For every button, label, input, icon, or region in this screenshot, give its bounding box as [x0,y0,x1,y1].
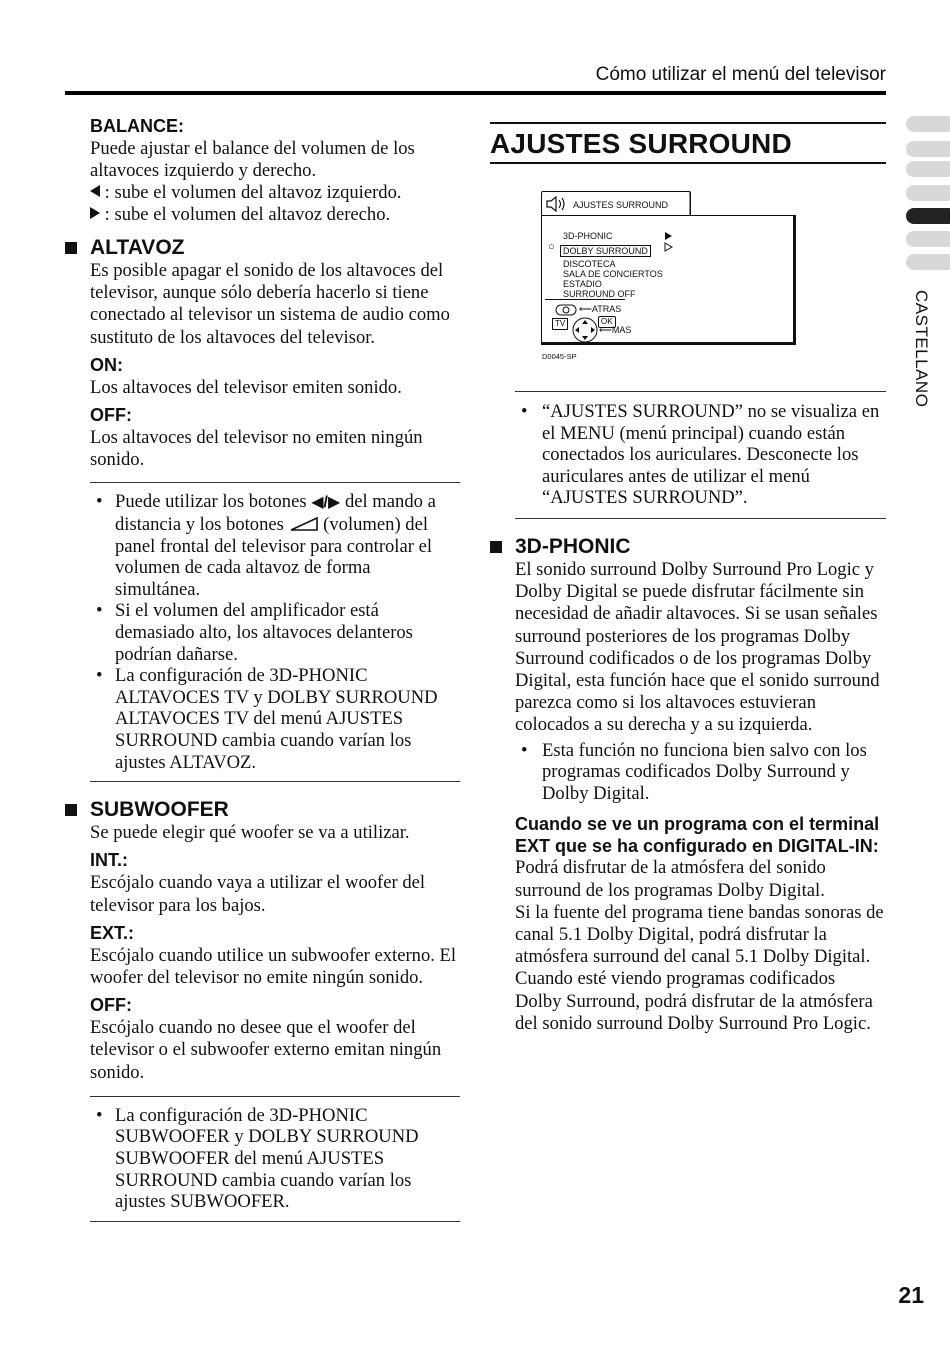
balance-right-line [90,204,460,226]
header-rule [65,91,886,95]
subwoofer-heading [65,798,460,822]
phonic-notes [515,740,886,805]
osd-item-discoteca: DISCOTECA [563,259,616,269]
balance-label: BALANCE: [90,116,184,136]
phonic-p2: Si la fuente del programa tiene bandas sonoras de canal 5.1 Dolby Digital, podrá disfrutar la atmósfera surround del canal 5.1 Dolby Digital. [515,901,884,968]
osd-more-label: MAS [611,325,632,335]
subwoofer-off-text: Escójalo cuando no desee que el woofer del televisor o el subwoofer externo emitan ningún sonido. [90,1017,442,1083]
language-label [898,290,942,410]
title-rule-bottom [490,162,886,164]
left-column [65,116,460,1222]
osd-tv-label: TV [552,318,568,330]
right-arrow-icon [90,207,100,219]
subwoofer-notes [65,1105,460,1213]
osd-item-dolby-surround: DOLBY SURROUND [560,245,651,257]
subwoofer-off-label: OFF: [90,995,132,1016]
osd-item-sala: SALA DE CONCIERTOS [563,269,663,279]
side-tab [906,161,950,177]
ext-label: EXT.: [90,922,135,943]
phonic-heading [490,535,886,559]
osd-ok-label: OK [598,316,616,328]
altavoz-off-text: Los altavoces del televisor no emiten ningún sonido. [90,427,423,471]
right-column [490,122,886,164]
altavoz-heading [65,236,460,260]
title-rule-top [490,122,886,124]
list-item: • Esta función no funciona bien salvo con los programas codificados Dolby Surround y Dolby Digital. [515,740,886,805]
subwoofer-text: Se puede elegir qué woofer se va a utilizar. [90,822,410,844]
osd-screen [541,191,786,361]
osd-item-estadio: ESTADIO [563,279,602,289]
note-rule [515,518,886,519]
int-label: INT.: [90,850,128,871]
osd-back-label: ATRAS [591,304,622,314]
right-lower [515,391,886,1035]
side-tab-active [906,208,950,224]
note-text: Puede utilizar los botones [115,491,312,513]
note-text: (volumen) del panel frontal del televisor para controlar el volumen de cada altavoz de forma simultánea. [115,514,432,600]
note-rule [90,1221,460,1222]
balance-left-text: : sube el volumen del altavoz izquierdo. [100,182,402,204]
osd-item-3d-phonic: 3D-PHONIC [563,231,613,241]
osd-menu-list [563,231,663,299]
note-rule [90,781,460,782]
note-rule [90,482,460,483]
side-tab [906,141,950,157]
ext-subhead: Cuando se ve un programa con el terminal EXT que se ha configurado en DIGITAL-IN: [515,814,880,857]
subwoofer-title: SUBWOOFER [90,798,229,822]
altavoz-text: Es posible apagar el sonido de los altavoces del televisor, aunque sólo debería hacerlo si tiene conectado al televisor un sistema de audio como sustituto de los altavoces del televisor. [90,260,450,348]
altavoz-off-label: OFF: [90,405,132,426]
running-header: Cómo utilizar el menú del televisor [595,64,886,85]
balance-left-line [90,182,460,204]
altavoz-notes [65,491,460,773]
altavoz-on-label: ON: [90,354,123,375]
figure-code: D0045-SP [542,352,577,361]
phonic-p1: Podrá disfrutar de la atmósfera del sonido surround de los programas Dolby Digital. [515,857,826,901]
list-item: • Si el volumen del amplificador está demasiado alto, los altavoces delanteros podrían dañarse. [90,600,460,665]
page-number: 21 [898,1282,924,1308]
osd-more-row: ⟵MAS [599,325,632,335]
side-tab [906,116,950,132]
list-item: • “AJUSTES SURROUND” no se visualiza en el MENU (menú principal) cuando están conectados los auriculares. Desconecte los auriculares antes de utilizar el menú “AJUSTES SURROUND”. [515,401,886,509]
square-bullet-icon [65,242,77,254]
int-text: Escójalo cuando vaya a utilizar el woofer del televisor para los bajos. [90,872,426,916]
list-item: • La configuración de 3D-PHONIC ALTAVOCES TV y DOLBY SURROUND ALTAVOCES TV del menú AJUSTES SURROUND cambia cuando varían los ajustes ALTAVOZ. [90,665,460,773]
ext-text: Escójalo cuando utilice un subwoofer externo. El woofer del televisor no emite ningún sonido. [90,944,457,988]
note-rule [515,391,886,392]
side-tab [906,254,950,270]
osd-tab [541,191,691,216]
osd-tab-slope [689,191,837,215]
note-text: del mando a distancia y los botones [115,491,436,536]
surround-notes [515,401,886,509]
osd-arrows-icon [663,231,675,253]
altavoz-on-text: Los altavoces del televisor emiten sonido. [90,376,402,398]
left-arrow-icon [90,185,100,197]
square-bullet-icon [65,804,77,816]
note-rule [90,1096,460,1097]
list-item [90,491,460,600]
altavoz-title: ALTAVOZ [90,236,185,259]
radio-indicator-icon: ○ [548,241,555,253]
side-tab [906,185,950,201]
speaker-icon [546,196,568,212]
page-title: AJUSTES SURROUND [490,128,792,159]
balance-text: Puede ajustar el balance del volumen de los altavoces izquierdo y derecho. [90,138,415,182]
side-tab [906,231,950,247]
volume-wedge-icon [289,516,319,532]
list-item: • La configuración de 3D-PHONIC SUBWOOFER y DOLBY SURROUND SUBWOOFER del menú AJUSTES SURROUND cambia cuando varían los ajustes SUBWOOFER. [90,1105,460,1213]
phonic-title: 3D-PHONIC [515,534,631,558]
osd-back-row: ⟵ATRAS [579,304,622,314]
language-text: CASTELLANO [912,290,931,408]
left-right-arrows-icon: ◀/▶ [311,494,341,512]
phonic-text: El sonido surround Dolby Surround Pro Logic y Dolby Digital se puede disfrutar fácilmente sin necesidad de añadir altavoces. Si se usan señales surround posteriores de los programas Dolby Surround codificados o de los programas Dolby Digital, esta función hace que el sonido surround parezca como si los altavoces estuvieran colocados a su derecha y a su izquierda. [515,558,880,736]
balance-right-text: : sube el volumen del altavoz derecho. [100,204,391,226]
phonic-p3: Cuando esté viendo programas codificados Dolby Surround, podrá disfrutar de la atmósfera del sonido surround Dolby Surround Pro Logic. [515,968,873,1034]
osd-divider [545,299,625,300]
square-bullet-icon [490,541,502,553]
osd-tab-label: AJUSTES SURROUND [573,200,669,210]
osd-item-surround-off: SURROUND OFF [563,289,636,299]
